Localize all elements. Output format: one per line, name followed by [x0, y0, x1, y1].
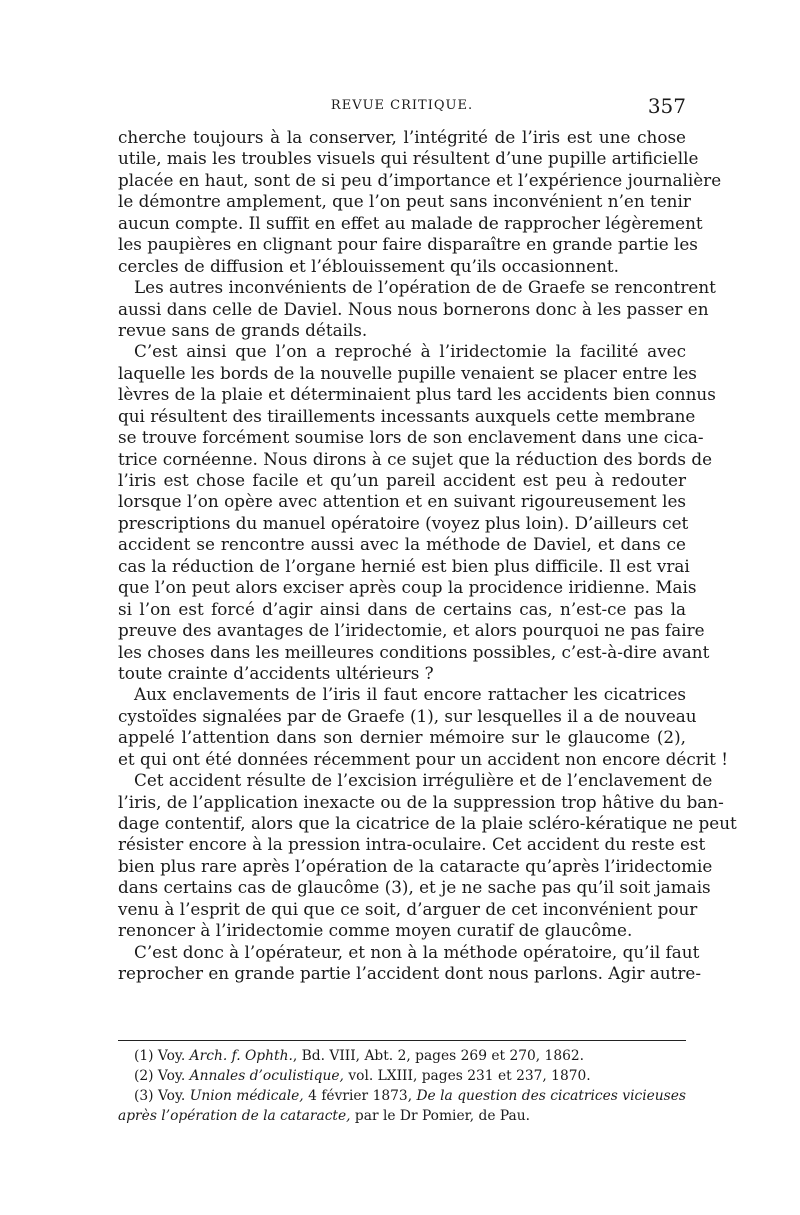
text-line: que l’on peut alors exciser après coup la procidence iridienne. Mais — [118, 577, 697, 598]
text-line: l’iris, de l’application inexacte ou de la suppression trop hâtive du ban- — [118, 791, 724, 812]
text-line: les paupières en clignant pour faire disparaître en grande partie les — [118, 234, 698, 255]
text-line: et qui ont été données récemment pour un accident non encore décrit ! — [118, 748, 728, 769]
text-line: l’iris est chose facile et qu’un pareil accident est peu à redouter — [118, 470, 686, 490]
text-line: lèvres de la plaie et déterminaient plus tard les accidents bien connus — [118, 384, 716, 405]
footnote-rule — [118, 1040, 686, 1041]
running-head — [118, 94, 686, 122]
text-line: cercles de diffusion et l’éblouissement qu’ils occasionnent. — [118, 255, 619, 276]
footnote-date: 4 février 1873, — [303, 1088, 417, 1104]
footnote-source: Annales d’oculistique, — [189, 1068, 344, 1084]
text-line: cherche toujours à la conserver, l’intégrité de l’iris est une chose — [118, 127, 686, 147]
text-line: si l’on est forcé d’agir ainsi dans de certains cas, n’est-ce pas la — [118, 598, 686, 619]
text-line: accident se rencontre aussi avec la méthode de Daviel, et dans ce — [118, 534, 686, 555]
text-line: C’est donc à l’opérateur, et non à la méthode opératoire, qu’il faut — [134, 941, 700, 962]
footnote-article-title: De la question des cicatrices vicieuses — [416, 1088, 686, 1104]
text-line: renoncer à l’iridectomie comme moyen curatif de glaucôme. — [118, 920, 633, 941]
text-line: Cet accident résulte de l’excision irrégulière et de l’enclavement de — [134, 770, 713, 791]
footnote-lead: (1) Voy. — [134, 1048, 190, 1064]
text-line: lorsque l’on opère avec attention et en suivant rigoureusement les — [118, 491, 686, 512]
text-line: placée en haut, sont de si peu d’importance et l’expérience journalière — [118, 169, 722, 190]
footnotes — [118, 1046, 686, 1126]
text-line: trice cornéenne. Nous dirons à ce sujet que la réduction des bords de — [118, 448, 712, 469]
text-line: les choses dans les meilleures conditions possibles, c’est-à-dire avant — [118, 641, 710, 662]
footnote-author: par le Dr Pomier, de Pau. — [350, 1108, 531, 1124]
page-number: 357 — [647, 94, 686, 118]
footnote-lead: (2) Voy. — [134, 1068, 190, 1084]
text-line: cystoïdes signalées par de Graefe (1), sur lesquelles il a de nouveau — [118, 705, 697, 726]
running-title: REVUE CRITIQUE. — [330, 98, 474, 113]
text-line: Les autres inconvénients de l’opération de de Graefe se rencontrent — [134, 277, 716, 298]
text-line: preuve des avantages de l’iridectomie, et alors pourquoi ne pas faire — [118, 620, 705, 641]
text-line: dans certains cas de glaucôme (3), et je ne sache pas qu’il soit jamais — [118, 877, 711, 898]
footnote-3-continued — [118, 1106, 686, 1126]
text-line: qui résultent des tiraillements incessants auxquels cette membrane — [118, 405, 696, 426]
text-line: aussi dans celle de Daviel. Nous nous bornerons donc à les passer en — [118, 298, 709, 319]
text-line: le démontre amplement, que l’on peut sans inconvénient n’en tenir — [118, 191, 691, 212]
text-line: venu à l’esprit de qui que ce soit, d’arguer de cet inconvénient pour — [118, 898, 698, 919]
text-line: se trouve forcément soumise lors de son enclavement dans une cica- — [118, 427, 704, 448]
text-line: prescriptions du manuel opératoire (voyez plus loin). D’ailleurs cet — [118, 512, 689, 533]
text-line: résister encore à la pression intra-oculaire. Cet accident du reste est — [118, 834, 706, 855]
footnote-3 — [118, 1086, 686, 1106]
footnote-1 — [118, 1046, 686, 1066]
text-line: cas la réduction de l’organe hernié est bien plus difficile. Il est vrai — [118, 555, 690, 576]
footnote-lead: (3) Voy. — [134, 1088, 190, 1104]
footnote-details: vol. LXIII, pages 231 et 237, 1870. — [343, 1068, 591, 1084]
footnote-2 — [118, 1066, 686, 1086]
text-line: reprocher en grande partie l’accident dont nous parlons. Agir autre- — [118, 963, 702, 984]
text-line: utile, mais les troubles visuels qui résultent d’une pupille artificielle — [118, 148, 699, 169]
text-line: bien plus rare après l’opération de la cataracte qu’après l’iridectomie — [118, 855, 713, 876]
footnote-source: Union médicale, — [189, 1088, 304, 1104]
footnote-details: , Bd. VIII, Abt. 2, pages 269 et 270, 1862. — [292, 1048, 585, 1064]
footnote-source: Arch. f. Ophth. — [189, 1048, 293, 1064]
text-line: appelé l’attention dans son dernier mémoire sur le glaucome (2), — [118, 727, 686, 748]
text-line: laquelle les bords de la nouvelle pupille venaient se placer entre les — [118, 362, 697, 383]
text-line: toute crainte d’accidents ultérieurs ? — [118, 662, 434, 683]
text-line: C’est ainsi que l’on a reproché à l’iridectomie la facilité avec — [134, 341, 686, 362]
text-line: Aux enclavements de l’iris il faut encore rattacher les cicatrices — [134, 684, 686, 705]
text-line: dage contentif, alors que la cicatrice de la plaie scléro-kératique ne peut — [118, 813, 737, 833]
text-line: aucun compte. Il suffit en effet au malade de rapprocher légèrement — [118, 212, 703, 233]
body-text — [118, 127, 737, 985]
text-line: revue sans de grands détails. — [118, 319, 368, 340]
footnote-article-title-cont: après l’opération de la cataracte, — [118, 1108, 351, 1124]
